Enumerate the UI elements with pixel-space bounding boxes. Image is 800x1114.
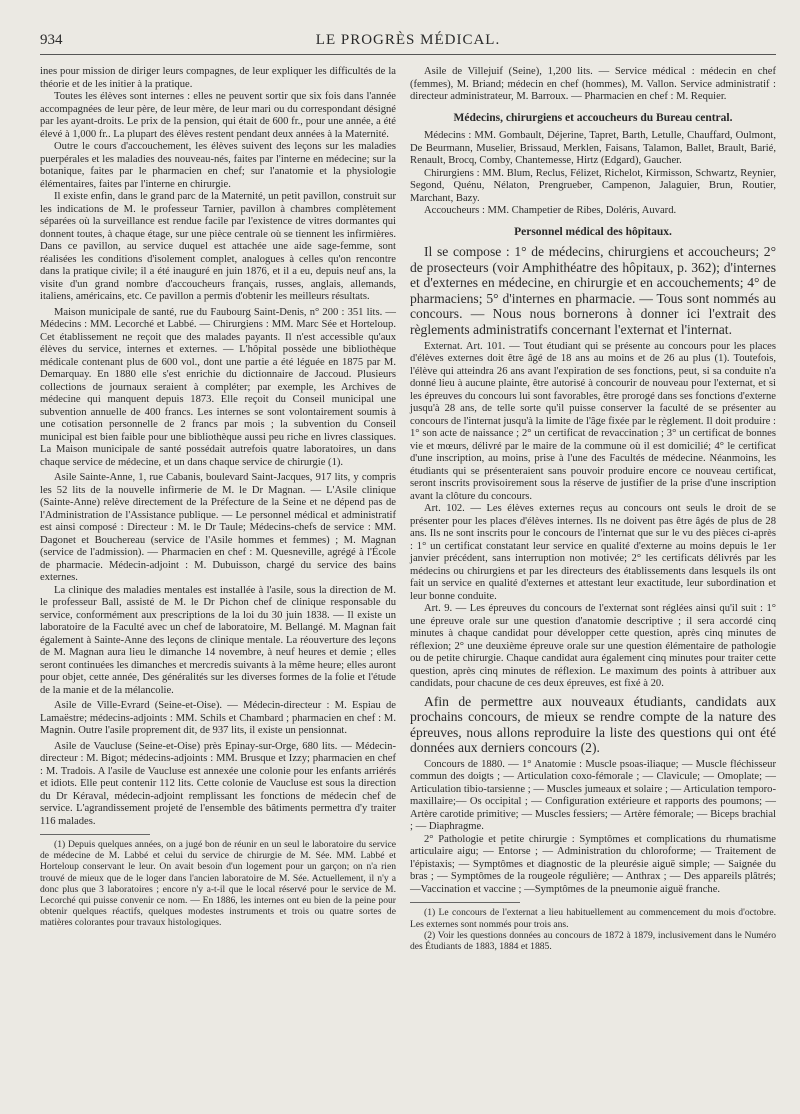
- page-number: 934: [40, 32, 63, 48]
- question-list: Concours de 1880. — 1° Anatomie : Muscle psoas-iliaque; — Muscle fléchisseur commun des doigts ; — Articulation coxo-fémorale ; — Clavicule; — Omoplate; — Articulation tibio-tarsienne ; — Muscles jumeaux et solaire ; — Articulation temporo-maxillaire;— Os occipital ; — Configuration extérieure et rapports des poumons; — Artère carotide primitive; — Muscles fessiers; — Artère fémorale; — Biceps brachial ; — Diaphragme.: [410, 758, 776, 833]
- paragraph: Médecins : MM. Gombault, Déjerine, Tapret, Barth, Letulle, Chauffard, Oulmont, De Beurmann, Muselier, Brissaud, Merklen, Faisans, Talamon, Ballet, Brault, Barié, Renault, Brocq, Comby, Chantemesse, Hirtz (Edgard), Gaucher.: [410, 130, 776, 166]
- paragraph: Externat. Art. 101. — Tout étudiant qui se présente au concours pour les places d'élèves externes doit être âgé de 18 ans au moins et de 26 au plus (1). Toutefois, l'élève qui atteindra 26 ans avant l'expiration de ses fonctions, peut, si sa conduite n'a donné lieu à aucune plainte, être autorisé à concourir de nouveau pour l'externat, et si les épreuves du concours lui sont favorables, être prorogé dans ses fonctions d'externe jusqu'à 28 ans, de telle sorte qu'il puisse conserver la faculté de se présenter au concours de l'internat jusqu'à la limite de l'âge fixée par le règlement. Il doit produire : 1° son acte de naissance ; 2° un certificat de revaccination ; 3° un certificat de bonnes vie et mœurs, délivré par le maire de la commune où il est domicilié; 4° le certificat d'une inscription, au moins, prise à l'une des Facultés de médecine. Néanmoins, les étudiants qui se présenteraient sans pouvoir produire encore ce nouveau certificat, seront inscrits provisoirement sous la réserve de justifier de la prise d'une inscription avant la clôture du concours.: [410, 340, 776, 502]
- paragraph: Art. 9. — Les épreuves du concours de l'externat sont réglées ainsi qu'il suit : 1° une épreuve orale sur une question d'anatomie descriptive ; il sera accordé cinq minutes à chaque candidat pour développer cette question, après cinq minutes de réflexion; 2° une deuxième épreuve orale sur une question élémentaire de pathologie ou de petite chirurgie. Chaque candidat aura également cinq minutes pour traiter cette question, après cinq minutes de réflexion. Le maximum des points à attribuer aux candidats, pour chacune de ces deux épreuves, est fixé à 20.: [410, 603, 776, 690]
- right-column: [410, 66, 776, 952]
- paragraph: Il existe enfin, dans le grand parc de la Maternité, un petit pavillon, construit sur les indications de M. le professeur Tarnier, pavillon à chambres complètement séparées où la surveillance est rendue facile par l'existence de vitres dormantes qui donnent toutes, à chaque étage, sur une pièce centrale où se tiennent les infirmières. Dans ce pavillon, au service duquel est attachée une aide sage-femme, sont réalisées les conditions d'isolement complet, analogues à celles qu'on rencontre dans la pratique civile; il a été inauguré en juin 1876, et il a eu, depuis neuf ans, la visite d'un grand nombre d'accoucheurs français, russes, anglais, allemands, italiens, américains, etc. Ce pavillon a permis d'obtenir les meilleurs résultats.: [40, 191, 396, 302]
- footnote: (1) Le concours de l'externat a lieu habituellement au commencement du mois d'octobre. Les externes sont nommés pour trois ans.: [410, 907, 776, 930]
- footnote: (1) Depuis quelques années, on a jugé bon de réunir en un seul le laboratoire du service de médecine de M. Labbé et celui du service de chirurgie de M. Sée. MM. Labbé et Horteloup conservant le leur. On avait besoin d'un logement pour un garçon; on n'a rien trouvé de mieux que de le loger dans l'ancien laboratoire de M. Sée. Actuellement, il n'y a donc plus que 3 laboratoires ; encore n'y a-t-il que le local réservé pour le service de M. Lecorché qui puisse convenir ce nom. — En 1886, les internes ont eu bien de la peine pour obtenir quelques réactifs, quelques modestes instruments et trois ou quatre sortes de matières colorantes pour travaux histologiques.: [40, 839, 396, 929]
- header-rule: [40, 54, 776, 55]
- paragraph: Maison municipale de santé, rue du Faubourg Saint-Denis, n° 200 : 351 lits. — Médecins : MM. Lecorché et Labbé. — Chirurgiens : MM. Marc Sée et Horteloup. Cet établissement ne reçoit que des malades payants. Il n'est accessible qu'aux élèves du service, internes et externes. — L'hôpital possède une bibliothèque médicale contenant plus de 600 vol., dont une partie a été léguée en 1875 par M. Demarquay. En 1880 elle s'est enrichie du dictionnaire de Jaccoud. Plusieurs collections de journaux seraient à compléter; par exemple, les Archives de médecine qui manquent depuis 1873. Elle reçoit du Conseil municipal une subvention annuelle de 400 francs. Les internes se sont volontairement soumis à une cotisation personnelle de 2 francs par mois ; la subvention du Conseil municipal est bien faible pour une bibliothèque aussi peu riche en livres classiques. La Maison municipale de santé possédait autrefois quatre laboratoires, un dans chaque service de médecine, et un dans chaque service de chirurgie (1).: [40, 306, 396, 468]
- paragraph: Asile de Vaucluse (Seine-et-Oise) près Epinay-sur-Orge, 680 lits. — Médecin-directeur : M. Bigot; médecins-adjoints : MM. Brusque et Izzy; pharmacien en chef : M. Tradois. A l'asile de Vaucluse est annexée une colonie pour les enfants arriérés et idiots. Elle peut contenir 112 lits. Cette colonie de Vaucluse est sous la direction du Dr Kéraval, médecin-adjoint remplissant les fonctions de médecin chef de service. L'agrandissement projeté de l'ensemble des bâtiments permettra d'y traiter 116 malades.: [40, 740, 396, 827]
- paragraph: Asile de Ville-Evrard (Seine-et-Oise). — Médecin-directeur : M. Espiau de Lamaëstre; médecins-adjoints : MM. Schils et Chambard ; pharmacien en chef : M. Magnin. Outre l'asile proprement dit, de 937 lits, il existe un pensionnat.: [40, 700, 396, 736]
- paragraph: Chirurgiens : MM. Blum, Reclus, Félizet, Richelot, Kirmisson, Schwartz, Reynier, Segond, Quénu, Nélaton, Prengrueber, Campenon, Jalaguier, Brun, Routier, Marchant, Bazy.: [410, 167, 776, 204]
- footnote-rule: [410, 902, 520, 903]
- paragraph: Outre le cours d'accouchement, les élèves suivent des leçons sur les maladies puerpérales et les maladies des nouveau-nés, faites par l'interne en médecine; sur la botanique, faites par le pharmacien en chef; sur l'anatomie et la physiologie élémentaires, faites par l'interne en chirurgie.: [40, 141, 396, 190]
- page-header: [40, 32, 776, 52]
- left-column: [40, 66, 396, 929]
- paragraph: Accoucheurs : MM. Champetier de Ribes, Doléris, Auvard.: [424, 205, 677, 216]
- paragraph: La clinique des maladies mentales est installée à l'asile, sous la direction de M. le professeur Ball, assisté de M. le Dr Pichon chef de clinique responsable du service, conformément aux prescriptions de la loi du 30 juin 1838. — Il existe un laboratoire de la Faculté avec un chef de laboratoire, M. Bellangé. M. Magnan fait également à Sainte-Anne des leçons de clinique mentale. La réouverture des leçons de M. Magnan aura lieu le dimanche 14 novembre, à neuf heures et demie ; elles seront continuées les dimanches et mercredis suivants à la même heure; elles auront pour objet, cette année, Des généralités sur les diverses formes de la folie et l'étude de la manie et de la mélancolie.: [40, 584, 396, 696]
- paragraph: Asile Sainte-Anne, 1, rue Cabanis, boulevard Saint-Jacques, 917 lits, y compris les 52 lits de la nouvelle infirmerie de M. le Dr Magnan. — L'Asile clinique (Sainte-Anne) relève directement de la Préfecture de la Seine et ne dépend pas de l'Administration de l'Assistance publique. — Le personnel médical et administratif est ainsi composé : Directeur : M. le Dr Taule; Médecins-chefs de service : MM. Dagonet et Bouchereau (service de l'Asile hommes et femmes) ; M. Magnan (service de l'admission). — Pharmacien en chef : M. Quesneville, agrégé à l'École de pharmacie. Médecin-adjoint : M. Dubuisson, chargé du service des bains externes.: [40, 472, 396, 583]
- intro-paragraph: Il se compose : 1° de médecins, chirurgiens et accoucheurs; 2° de prosecteurs (voir Amphithéatre des hôpitaux, p. 362); d'internes et d'externes en médecine, en chirurgie et en accouchements; 4° de pharmaciens; 5° d'internes en pharmacie. — Tous sont nommés au concours. — Nous nous bornerons à donner ici l'extrait des règlements administratifs concernant l'externat et l'internat.: [410, 244, 776, 337]
- paragraph: ines pour mission de diriger leurs compagnes, de leur expliquer les difficultés de la théorie et de les initier à la pratique.: [40, 66, 396, 90]
- section-heading-personnel: Personnel médical des hôpitaux.: [514, 225, 672, 238]
- paragraph: Art. 102. — Les élèves externes reçus au concours ont seuls le droit de se présenter pour les places d'élèves internes. Ils ne doivent pas être âgés de plus de 28 ans. Ils ne sont inscrits pour le concours de l'internat que sur le vu des pièces ci-après : 1° un certificat constatant leur service en qualité d'externe au moins depuis le 1er janvier précédent, sans interruption non motivée; 2° les certificats délivrés par les médecins ou chirurgiens et par les directeurs des établissements dans lesquels ils ont fait un service en qualité d'externes et attestant leur exactitude, leur subordination et leur bonne conduite.: [410, 503, 776, 602]
- paragraph: Asile de Villejuif (Seine), 1,200 lits. — Service médical : médecin en chef (femmes), M. Briand; médecin en chef (hommes), M. Vallon. Service administratif : directeur administrateur, M. Barroux. — Pharmacien en chef : M. Requier.: [410, 66, 776, 102]
- footnote-rule: [40, 834, 150, 835]
- journal-title: LE PROGRÈS MÉDICAL.: [315, 32, 501, 48]
- intro-paragraph: Afin de permettre aux nouveaux étudiants, candidats aux prochains concours, de mieux se rendre compte de la nature des épreuves, nous allons reproduire la liste des questions qui ont été données aux derniers concours (2).: [410, 693, 776, 756]
- footnote: (2) Voir les questions données au concours de 1872 à 1879, inclusivement dans le Numéro des Étudiants de 1883, 1884 et 1885.: [410, 929, 776, 953]
- question-list: 2° Pathologie et petite chirurgie : Symptômes et complications du rhumatisme articulaire aigu; — Entorse ; — Administration du chloroforme; — Traitement de l'épistaxis; — Symptômes et diagnostic de la pleurésie aiguë simple; — Saignée du bras ; — Symptômes de la rougeole régulière; — Anthrax ; — Des appareils plâtrés; —Vaccination et vaccine ; —Symptômes de la pneumonie aiguë franche.: [410, 833, 776, 895]
- paragraph: Toutes les élèves sont internes : elles ne peuvent sortir que six fois dans l'année accompagnées de leur père, de leur mère, de leur mari ou du correspondant désigné par les ayant-droits. Le prix de la pension, qui était de 600 fr., pour une année, a été élevé à 1,000 fr.. La plupart des élèves restent pendant deux années à la Maternité.: [40, 91, 396, 140]
- section-heading-bureau-central: Médecins, chirurgiens et accoucheurs du Bureau central.: [453, 111, 733, 124]
